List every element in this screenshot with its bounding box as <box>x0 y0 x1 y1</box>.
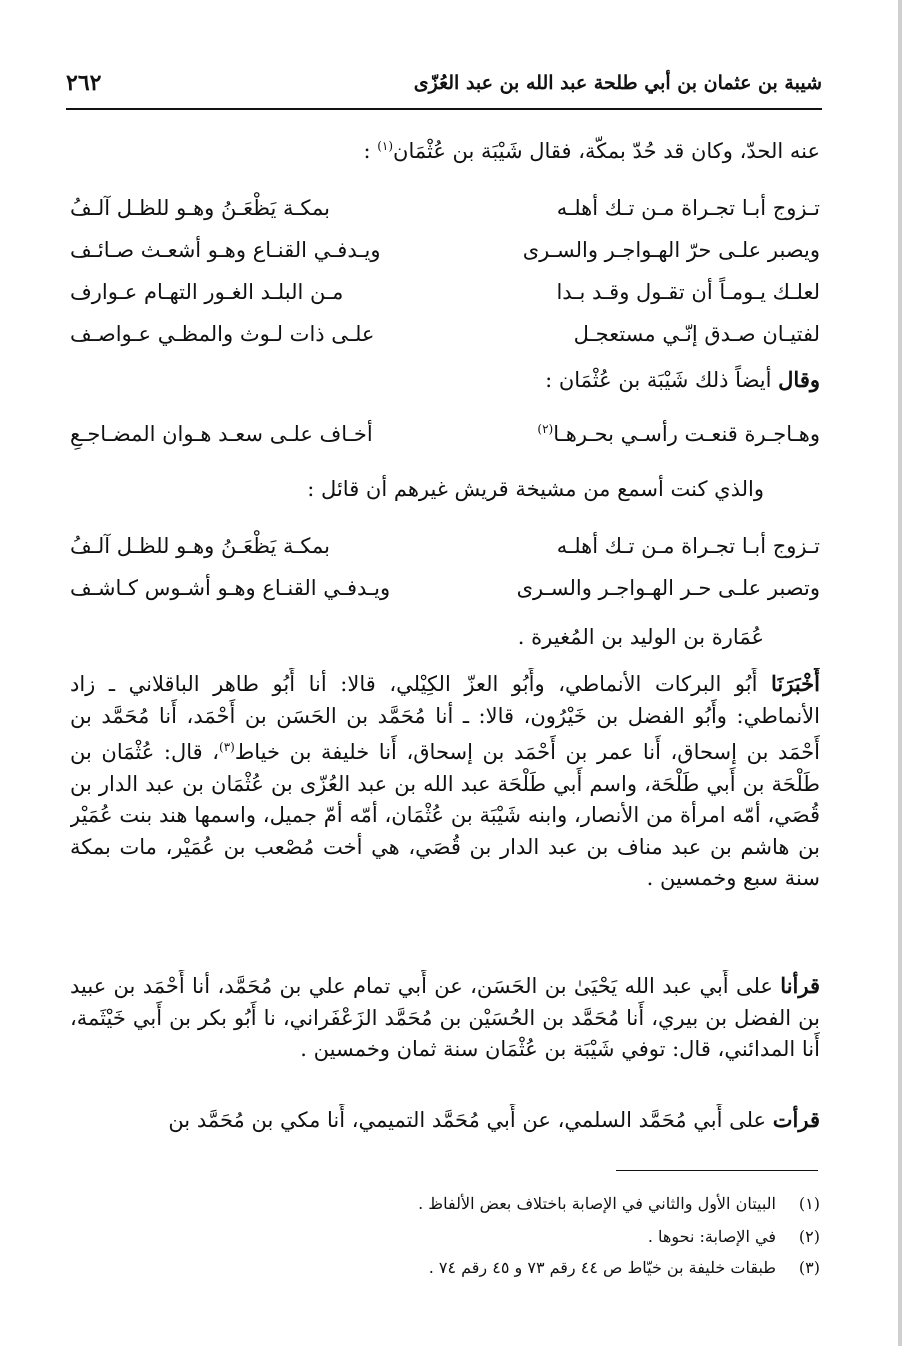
paragraph-1-lead: أَخْبَرَنَا <box>771 671 820 696</box>
hemistich-second: أخـاف علـى سعـد هـوان المضـاجـعِ <box>70 422 373 446</box>
footnote-2 <box>70 1227 820 1246</box>
footnote-ref-1: (١) <box>377 139 394 153</box>
footnote-ref-2: (٢) <box>537 422 554 436</box>
hemistich-first: وهـاجـرة قنعـت رأسـي بحـرهـا$^{(٢)}$ <box>537 422 820 446</box>
footnote-ref-3: (٣) <box>219 740 235 754</box>
footnote-3 <box>70 1258 820 1277</box>
footnote-separator <box>616 1170 818 1171</box>
poem3-verse-2 <box>70 576 820 606</box>
paragraph-2-text: على أَبي عبد الله يَحْيَىٰ بن الحَسَن، عن أَبي تمام علي بن مُحَمَّد، أنا أَحْمَد بن عبيد بن الفضل بن بيري، أَنا مُحَمَّد بن الحُسَيْن بن مُحَمَّد الزَعْفَراني، نا أَبُو بكر بن أَبي خَيْثَمة، أَنا المدائني، قال: توفي شَيْبَة بن عُثْمَان سنة ثمان وخمسين . <box>70 974 820 1061</box>
footnote-1 <box>70 1194 820 1213</box>
intro-end: : <box>363 139 378 163</box>
hemistich-second: ويـدفـي القنـاع وهـو أشـوس كـاشـف <box>70 576 391 600</box>
paragraph-1-text: أَبُو البركات الأنماطي، وأَبُو العزّ الكِيْلي، قالا: أنا أَبُو طاهر الباقلاني ـ زاد الأنماطي: وأَبُو الفضل بن خَيْرُون، قالا: ـ أنا مُحَمَّد بن الحَسَن بن أَحْمَد، أَنا مُحَمَّد بن أَحْمَد بن إسحاق، أَنا عمر بن أَحْمَد بن إسحاق، أَنا خليفة بن خياط <box>70 672 820 764</box>
name-line: عُمَارة بن الوليد بن المُغيرة . <box>517 625 764 649</box>
poem1-verse-3 <box>70 280 820 310</box>
hemistich-first: وتصبر علـى حـر الهـواجـر والسـرى <box>516 576 820 600</box>
intro-text: عنه الحدّ، وكان قد حُدّ بمكّة، فقال شَيْبَة بن عُثْمَان <box>393 139 820 163</box>
poem3-verse-1 <box>70 534 820 564</box>
hemistich-first: لعلـك يـومـاً أن تقـول وقـد بـدا <box>556 280 820 304</box>
poem2-verse <box>70 422 820 452</box>
hemistich-first: تـزوج أبـا تجـراة مـن تـك أهلـه <box>556 534 820 558</box>
footnote-3-number: (٣) <box>798 1258 820 1277</box>
page-edge-shadow <box>898 0 902 1346</box>
intro-line <box>70 140 820 163</box>
hemistich-second: بمكـة يَظْعَـنُ وهـو للظـل آلـفُ <box>70 534 331 558</box>
header-title: شيبة بن عثمان بن أبي طلحة عبد الله بن عبد العُزّى <box>413 72 822 94</box>
running-header <box>66 68 822 110</box>
intro2-text: أيضاً ذلك شَيْبَة بن عُثْمَان : <box>545 368 779 392</box>
hemistich-second: مـن البلـد الغـور التهـام عـوارف <box>70 280 344 304</box>
poem1-verse-2 <box>70 238 820 268</box>
hemistich-first: لفتيـان صـدق إنّـي مستعجـل <box>573 322 820 346</box>
paragraph-3-lead: قرأت <box>772 1107 820 1132</box>
hemistich-first: ويصبر علـى حرّ الهـواجـر والسـرى <box>522 238 820 262</box>
intro2-line <box>70 368 820 392</box>
poem1-verse-1 <box>70 196 820 226</box>
page-number: ٢٦٢ <box>66 70 102 96</box>
footnote-1-text: البيتان الأول والثاني في الإصابة باختلاف بعض الألفاظ . <box>418 1194 776 1213</box>
hemistich-second: بمكـة يَظْعَـنُ وهـو للظـل آلـفُ <box>70 196 331 220</box>
paragraph-2 <box>70 970 820 1070</box>
poem1-verse-4 <box>70 322 820 352</box>
paragraph-3 <box>70 1104 820 1140</box>
footnote-3-text: طبقات خليفة بن خيّاط ص ٤٤ رقم ٧٣ و ٤٥ رقم ٧٤ . <box>428 1258 776 1277</box>
paragraph-2-lead: قرأنا <box>780 973 820 998</box>
intro2-lead: وقال <box>778 367 820 392</box>
footnote-1-number: (١) <box>798 1194 820 1213</box>
footnote-2-number: (٢) <box>798 1227 820 1246</box>
footnote-2-text: في الإصابة: نحوها . <box>647 1227 776 1246</box>
paragraph-3-text: على أَبي مُحَمَّد السلمي، عن أَبي مُحَمَّد التميمي، أَنا مكي بن مُحَمَّد بن <box>168 1108 773 1132</box>
hemistich-second: ويـدفـي القنـاع وهـو أشعـث صـائـف <box>70 238 381 262</box>
paragraph-1-text-2: ، قال: عُثْمَان بن طَلْحَة بن أَبي طَلْحَة، واسم أَبي طَلْحَة عبد الله بن عبد العُزّى بن عُثْمَان بن عبد الدار بن قُصَي، أمّه امرأة من الأنصار، وابنه شَيْبَة بن عُثْمَان، أمّه أمّ جميل، واسمها هند بنت عُمَيْر بن هاشم بن عبد مناف بن عبد الدار بن قُصَي، هي أخت مُصْعب بن عُمَيْر، مات بمكة سنة سبع وخمسين . <box>70 740 820 890</box>
intro3-line: والذي كنت أسمع من مشيخة قريش غيرهم أن قائل : <box>307 477 764 501</box>
hemistich-second: علـى ذات لـوث والمظـي عـواصـف <box>70 322 375 346</box>
hemistich-first: تـزوج أبـا تجـراة مـن تـك أهلـه <box>556 196 820 220</box>
paragraph-1 <box>70 668 820 958</box>
